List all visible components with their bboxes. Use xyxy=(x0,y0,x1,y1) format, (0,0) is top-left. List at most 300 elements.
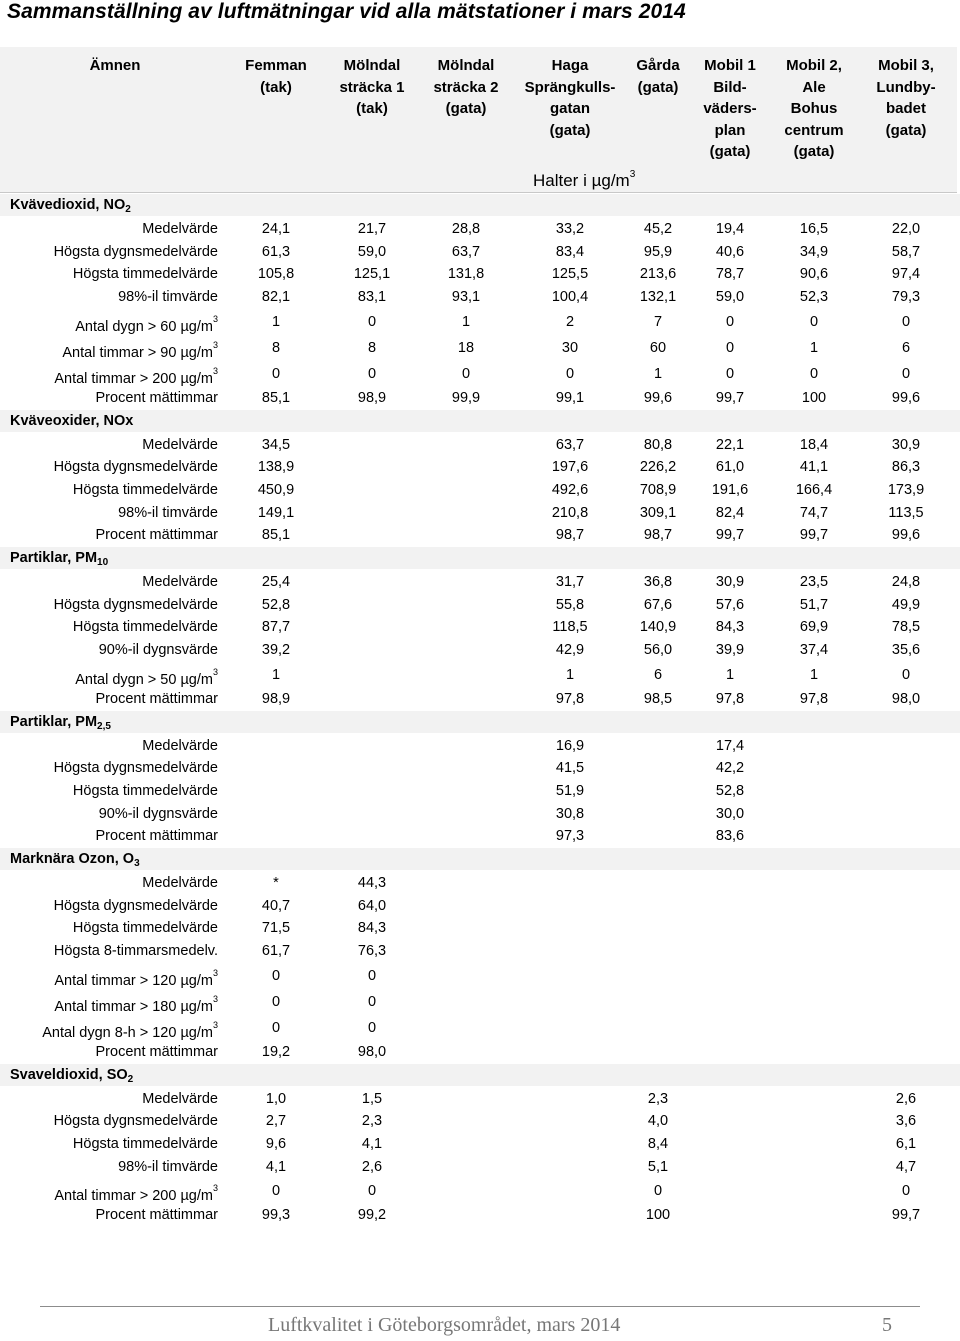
header-station-6 xyxy=(682,55,778,163)
cell-value: 100 xyxy=(801,389,827,406)
unit-label: Halter i $\mu g/m^3$ xyxy=(533,169,636,190)
row-label-text: Högsta dygnsmedelvärde xyxy=(53,897,218,914)
cell-value: 2,3 xyxy=(647,1090,669,1107)
cell-value: 2,3 xyxy=(361,1113,383,1130)
row-label-text: 98%-il timvärde xyxy=(118,1158,218,1175)
section-name: Partiklar, PM xyxy=(10,713,98,730)
cell-value: 0 xyxy=(901,666,911,683)
cell-value: 99,6 xyxy=(891,527,921,544)
header-subject: Ämnen xyxy=(89,57,141,74)
row-label xyxy=(54,456,218,479)
row-label-sup: 3 xyxy=(212,1019,218,1030)
row-label-text: Högsta timmedelvärde xyxy=(72,920,218,937)
row-label xyxy=(142,872,218,895)
cell-value: 98,0 xyxy=(357,1043,387,1060)
table-row xyxy=(0,524,960,547)
cell-value: 59,0 xyxy=(715,289,745,306)
cell-value: 99,3 xyxy=(261,1207,291,1224)
section-header xyxy=(0,547,960,569)
cell-value: 80,8 xyxy=(643,436,673,453)
cell-value: 0 xyxy=(271,1183,281,1200)
cell-value: 30,8 xyxy=(555,805,585,822)
cell-value: 0 xyxy=(725,313,735,330)
cell-value: 6 xyxy=(901,339,911,356)
cell-value: 0 xyxy=(367,1183,377,1200)
cell-value: 87,7 xyxy=(261,619,291,636)
cell-value: 125,1 xyxy=(353,266,391,283)
row-label-text: Antal timmar > 200 µg/m xyxy=(54,1188,213,1205)
header-line: sträcka 1 xyxy=(339,78,405,96)
cell-value: 44,3 xyxy=(357,875,387,891)
table-row xyxy=(0,1178,960,1204)
cell-value: 16,5 xyxy=(799,221,829,237)
table-row xyxy=(0,571,960,594)
cell-value: 17,4 xyxy=(715,737,745,754)
cell-value: 98,7 xyxy=(643,527,673,544)
table-row xyxy=(0,1156,960,1179)
cell-value: 78,5 xyxy=(891,619,921,636)
section-subscript: 2 xyxy=(125,204,131,215)
header-line: (gata) xyxy=(637,78,679,96)
section-subscript: 2 xyxy=(127,1073,134,1085)
header-line: Sprängkulls- xyxy=(524,78,616,96)
cell-value: 55,8 xyxy=(555,596,585,613)
table-row xyxy=(0,286,960,309)
section-header xyxy=(0,848,960,870)
row-label-text: Procent mättimmar xyxy=(95,527,218,544)
table-row xyxy=(0,872,960,895)
row-label-text: Procent mättimmar xyxy=(95,1043,218,1060)
table-row xyxy=(0,1133,960,1156)
row-label-text: Antal dygn > 50 µg/m xyxy=(75,671,213,688)
row-label-text: Antal timmar > 180 µg/m xyxy=(54,998,213,1015)
row-label-text: Procent mättimmar xyxy=(95,1207,218,1224)
cell-value: 1 xyxy=(725,666,735,683)
cell-value: 99,1 xyxy=(555,389,585,406)
cell-value: 58,7 xyxy=(891,243,921,260)
row-label-text: Högsta dygnsmedelvärde xyxy=(53,459,218,476)
cell-value: 83,6 xyxy=(715,828,745,845)
row-label xyxy=(142,1088,218,1111)
cell-value: * xyxy=(273,875,279,891)
cell-value: 9,6 xyxy=(265,1135,287,1152)
cell-value: 1 xyxy=(565,666,575,683)
cell-value: 51,9 xyxy=(555,782,585,799)
cell-value: 25,4 xyxy=(261,574,291,590)
table-row xyxy=(0,662,960,688)
cell-value: 51,7 xyxy=(799,596,829,613)
cell-value: 33,2 xyxy=(555,221,585,237)
section-name: Marknära Ozon, O xyxy=(10,851,135,867)
cell-value: 2,6 xyxy=(895,1090,917,1107)
row-label-sup: 3 xyxy=(212,1183,218,1194)
cell-value: 0 xyxy=(367,993,377,1010)
header-station-2 xyxy=(324,55,420,120)
cell-value: 34,9 xyxy=(799,243,829,260)
cell-value: 52,8 xyxy=(261,596,291,613)
table-row xyxy=(0,1204,960,1227)
header-station-3 xyxy=(418,55,514,120)
cell-value: 197,6 xyxy=(551,459,589,476)
row-label-text: Procent mättimmar xyxy=(95,828,218,845)
cell-value: 41,5 xyxy=(555,760,585,777)
page-number: 5 xyxy=(882,1314,892,1336)
row-label xyxy=(73,479,218,502)
row-label-text: Medelvärde xyxy=(142,436,218,453)
table-row xyxy=(0,309,960,335)
row-label-text: 90%-il dygnsvärde xyxy=(98,805,218,822)
cell-value: 67,6 xyxy=(643,596,673,613)
cell-value: 42,9 xyxy=(555,642,585,659)
row-label-text: Högsta timmedelvärde xyxy=(72,782,218,799)
header-line: gatan xyxy=(549,100,590,117)
cell-value: 0 xyxy=(367,313,377,330)
cell-value: 18,4 xyxy=(799,436,829,453)
row-label xyxy=(96,1204,218,1227)
cell-value: 45,2 xyxy=(643,221,673,237)
row-label xyxy=(54,940,218,963)
cell-value: 19,2 xyxy=(261,1043,291,1060)
cell-value: 84,3 xyxy=(357,920,387,937)
table-row xyxy=(0,1088,960,1111)
cell-value: 83,1 xyxy=(357,289,387,306)
header-line: (tak) xyxy=(356,100,388,117)
cell-value: 76,3 xyxy=(357,943,387,960)
row-label-text: Högsta dygnsmedelvärde xyxy=(53,1113,218,1130)
cell-value: 85,1 xyxy=(261,527,291,544)
row-label-text: Antal dygn > 60 µg/m xyxy=(75,318,213,335)
section-subscript: 3 xyxy=(134,858,140,869)
row-label-text: Högsta timmedelvärde xyxy=(72,266,218,283)
cell-value: 97,4 xyxy=(891,266,921,283)
header-line: Bild- xyxy=(713,78,747,96)
cell-value: 0 xyxy=(901,1183,911,1200)
cell-value: 83,4 xyxy=(555,243,585,260)
cell-value: 24,1 xyxy=(261,221,291,237)
header-line: Ale xyxy=(802,78,826,96)
cell-value: 0 xyxy=(461,365,471,382)
row-label xyxy=(118,286,218,309)
header-line: Gårda xyxy=(636,57,680,74)
cell-value: 24,8 xyxy=(891,574,921,590)
section-subscript: 10 xyxy=(97,557,109,568)
row-label xyxy=(96,825,218,848)
cell-value: 309,1 xyxy=(639,504,677,521)
row-label-text: Medelvärde xyxy=(142,875,218,891)
cell-value: 98,5 xyxy=(643,690,673,707)
cell-value: 0 xyxy=(565,365,575,382)
table-row xyxy=(0,361,960,387)
section-title xyxy=(10,711,111,735)
cell-value: 1 xyxy=(809,666,819,683)
cell-value: 63,7 xyxy=(451,243,481,260)
header-line: centrum xyxy=(784,121,844,139)
row-label xyxy=(54,1110,218,1133)
header-line: Haga xyxy=(551,57,589,74)
row-label xyxy=(73,917,218,940)
header-line: (gata) xyxy=(549,121,591,139)
cell-value: 0 xyxy=(271,365,281,382)
header-line: Mölndal xyxy=(437,57,495,74)
cell-value: 492,6 xyxy=(551,481,589,498)
row-label xyxy=(96,1041,218,1064)
cell-value: 74,7 xyxy=(799,504,829,521)
cell-value: 21,7 xyxy=(357,221,387,237)
cell-value: 99,7 xyxy=(799,527,829,544)
row-label xyxy=(73,780,218,803)
cell-value: 22,1 xyxy=(715,436,745,453)
cell-value: 226,2 xyxy=(639,459,677,476)
cell-value: 99,7 xyxy=(715,527,745,544)
table-row xyxy=(0,825,960,848)
row-label-text: Högsta 8-timmarsmedelv. xyxy=(53,943,218,960)
header-line: (gata) xyxy=(445,100,487,117)
row-label-sup: 3 xyxy=(212,666,218,677)
row-label xyxy=(99,639,218,662)
row-label-text: Procent mättimmar xyxy=(95,389,218,406)
header-station-1 xyxy=(228,55,324,98)
cell-value: 450,9 xyxy=(257,481,295,498)
cell-value: 52,3 xyxy=(799,289,829,306)
header-station-8 xyxy=(858,55,954,141)
row-label-sup: 3 xyxy=(212,313,218,324)
row-label-sup: 3 xyxy=(212,365,218,376)
header-line: Mobil 3, xyxy=(878,57,934,74)
table-row xyxy=(0,917,960,940)
cell-value: 4,0 xyxy=(647,1113,669,1130)
table-row xyxy=(0,263,960,286)
row-label xyxy=(142,571,218,594)
header-line: sträcka 2 xyxy=(433,78,499,96)
header-line: väders- xyxy=(703,100,757,117)
cell-value: 99,9 xyxy=(451,389,481,406)
cell-value: 49,9 xyxy=(891,596,921,613)
cell-value: 210,8 xyxy=(551,504,589,521)
row-label xyxy=(73,1133,218,1156)
cell-value: 166,4 xyxy=(795,481,833,498)
section-name: Kvävedioxid, NO xyxy=(10,197,126,213)
cell-value: 78,7 xyxy=(715,266,745,283)
row-label-text: 98%-il timvärde xyxy=(118,289,218,306)
row-label-text: Antal timmar > 120 µg/m xyxy=(54,972,213,989)
cell-value: 97,3 xyxy=(555,828,585,845)
row-label xyxy=(142,218,218,241)
cell-value: 100,4 xyxy=(551,289,589,306)
cell-value: 7 xyxy=(653,313,663,330)
table-row xyxy=(0,803,960,826)
cell-value: 191,6 xyxy=(711,481,749,498)
cell-value: 8 xyxy=(367,339,377,356)
row-label-text: 90%-il dygnsvärde xyxy=(98,642,218,659)
cell-value: 0 xyxy=(809,313,819,330)
cell-value: 30,9 xyxy=(715,574,745,590)
section-header xyxy=(0,1064,960,1086)
row-label-text: Högsta dygnsmedelvärde xyxy=(53,243,218,260)
header-line: Mobil 1 xyxy=(704,57,756,74)
cell-value: 90,6 xyxy=(799,266,829,283)
cell-value: 18 xyxy=(457,339,475,356)
cell-value: 52,8 xyxy=(715,782,745,799)
cell-value: 71,5 xyxy=(261,920,291,937)
row-label xyxy=(96,524,218,547)
row-label xyxy=(73,263,218,286)
cell-value: 132,1 xyxy=(639,289,677,306)
table-row xyxy=(0,218,960,241)
table-row xyxy=(0,434,960,457)
cell-value: 1,5 xyxy=(361,1090,383,1107)
cell-value: 99,7 xyxy=(891,1207,921,1224)
cell-value: 30 xyxy=(561,339,579,356)
header-line: plan xyxy=(714,121,746,139)
table-row xyxy=(0,456,960,479)
cell-value: 57,6 xyxy=(715,596,745,613)
cell-value: 16,9 xyxy=(555,737,585,754)
cell-value: 113,5 xyxy=(888,504,924,521)
row-label xyxy=(54,241,218,264)
table-row xyxy=(0,757,960,780)
cell-value: 61,7 xyxy=(261,943,291,960)
table-row xyxy=(0,1110,960,1133)
header-line: (tak) xyxy=(260,78,292,96)
cell-value: 0 xyxy=(367,1019,377,1036)
row-label xyxy=(54,895,218,918)
table-row xyxy=(0,963,960,989)
cell-value: 19,4 xyxy=(715,221,745,237)
cell-value: 2,6 xyxy=(361,1158,383,1175)
row-label xyxy=(99,803,218,826)
cell-value: 5,1 xyxy=(647,1158,669,1175)
cell-value: 138,9 xyxy=(257,459,295,476)
table-row xyxy=(0,940,960,963)
cell-value: 99,2 xyxy=(357,1207,387,1224)
row-label-text: Antal timmar > 90 µg/m xyxy=(62,344,213,361)
cell-value: 4,1 xyxy=(265,1158,287,1175)
cell-value: 2 xyxy=(565,313,575,330)
row-label xyxy=(96,387,218,410)
row-label xyxy=(142,434,218,457)
table-row xyxy=(0,335,960,361)
cell-value: 69,9 xyxy=(799,619,829,636)
cell-value: 1 xyxy=(809,339,819,356)
row-label-text: Procent mättimmar xyxy=(95,690,218,707)
row-label-sup: 3 xyxy=(212,967,218,978)
cell-value: 100 xyxy=(645,1207,671,1224)
cell-value: 173,9 xyxy=(887,481,925,498)
page-title: Sammanställning av luftmätningar vid alla mätstationer i mars 2014 xyxy=(7,0,686,23)
table-row xyxy=(0,895,960,918)
section-name: Svaveldioxid, SO xyxy=(10,1066,128,1083)
cell-value: 125,5 xyxy=(551,266,589,283)
table-row xyxy=(0,387,960,410)
cell-value: 63,7 xyxy=(555,436,585,453)
cell-value: 95,9 xyxy=(643,243,673,260)
table-row xyxy=(0,502,960,525)
row-label-text: Antal timmar > 200 µg/m xyxy=(54,370,213,387)
cell-value: 61,0 xyxy=(715,459,745,476)
cell-value: 36,8 xyxy=(643,574,673,590)
section-title xyxy=(10,194,131,218)
cell-value: 82,1 xyxy=(261,289,291,306)
header-line: badet xyxy=(885,100,926,117)
table-row xyxy=(0,735,960,758)
cell-value: 98,7 xyxy=(555,527,585,544)
cell-value: 64,0 xyxy=(357,897,387,914)
section-title xyxy=(10,1064,133,1088)
cell-value: 98,9 xyxy=(357,389,387,406)
section-subscript: 2,5 xyxy=(97,720,111,732)
cell-value: 131,8 xyxy=(447,266,485,283)
cell-value: 0 xyxy=(367,967,377,984)
cell-value: 97,8 xyxy=(799,690,829,707)
section-name: Kväveoxider, NOx xyxy=(10,412,134,429)
cell-value: 82,4 xyxy=(715,504,745,521)
row-label xyxy=(54,594,218,617)
cell-value: 99,6 xyxy=(891,389,921,406)
cell-value: 1 xyxy=(271,313,281,330)
cell-value: 8 xyxy=(271,339,281,356)
row-label-sup: 3 xyxy=(212,993,218,1004)
row-label xyxy=(142,735,218,758)
cell-value: 97,8 xyxy=(715,690,745,707)
cell-value: 0 xyxy=(653,1183,663,1200)
section-title xyxy=(10,547,108,571)
cell-value: 0 xyxy=(901,313,911,330)
row-label-text: 98%-il timvärde xyxy=(118,504,218,521)
row-label-text: Högsta dygnsmedelvärde xyxy=(53,596,218,613)
header-line: Femman xyxy=(245,57,307,74)
row-label-text: Högsta timmedelvärde xyxy=(72,619,218,636)
cell-value: 23,5 xyxy=(799,574,829,590)
table-row xyxy=(0,1015,960,1041)
header-line: Mobil 2, xyxy=(786,57,842,74)
cell-value: 140,9 xyxy=(639,619,677,636)
header-line: (gata) xyxy=(709,143,751,160)
header-line: Lundby- xyxy=(876,78,936,96)
cell-value: 0 xyxy=(271,1019,281,1036)
row-label-text: Medelvärde xyxy=(142,221,218,237)
row-label-text: Antal dygn 8-h > 120 µg/m xyxy=(42,1024,213,1041)
cell-value: 149,1 xyxy=(257,504,295,521)
cell-value: 4,1 xyxy=(361,1135,383,1152)
cell-value: 93,1 xyxy=(451,289,481,306)
cell-value: 40,7 xyxy=(261,897,291,914)
cell-value: 84,3 xyxy=(715,619,745,636)
cell-value: 0 xyxy=(271,993,281,1010)
table-row xyxy=(0,616,960,639)
table-row xyxy=(0,780,960,803)
table-row xyxy=(0,639,960,662)
cell-value: 39,9 xyxy=(715,642,745,659)
cell-value: 85,1 xyxy=(261,389,291,406)
cell-value: 0 xyxy=(725,365,735,382)
row-label-text: Medelvärde xyxy=(142,737,218,754)
section-title xyxy=(10,848,140,872)
cell-value: 6,1 xyxy=(895,1135,917,1152)
cell-value: 60 xyxy=(649,339,667,356)
footer-divider xyxy=(40,1306,920,1307)
cell-value: 105,8 xyxy=(257,266,295,283)
cell-value: 1 xyxy=(653,365,663,382)
header-line: Bohus xyxy=(790,100,838,117)
footer-text: Luftkvalitet i Göteborgsområdet, mars 2014 xyxy=(268,1314,621,1336)
cell-value: 213,6 xyxy=(639,266,677,283)
section-header xyxy=(0,711,960,733)
section-title xyxy=(10,410,133,432)
cell-value: 99,6 xyxy=(643,389,673,406)
cell-value: 0 xyxy=(367,365,377,382)
row-label-text: Medelvärde xyxy=(142,1090,218,1107)
section-name: Partiklar, PM xyxy=(10,550,98,566)
